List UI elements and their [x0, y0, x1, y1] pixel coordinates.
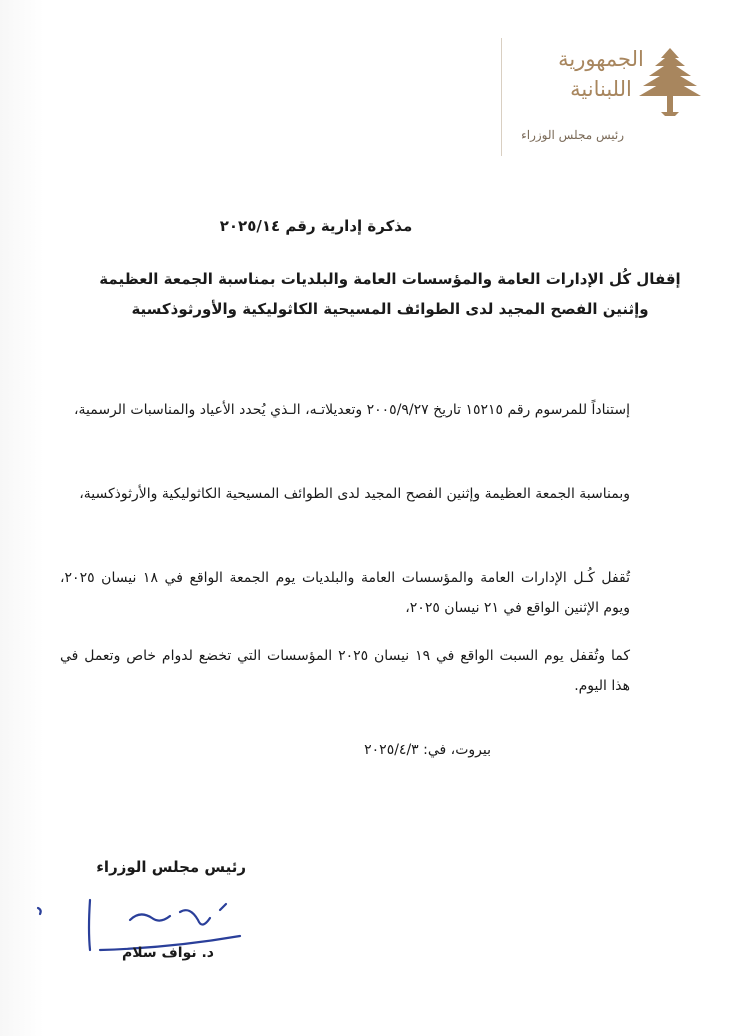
paragraph-1: إستناداً للمرسوم رقم ١٥٢١٥ تاريخ ٢٠٠٥/٩/٢٧ وتعديلاتـه، الـذي يُحدد الأعياد والمناسبات الرسمية،	[73, 402, 630, 418]
subject-line-2: وإثنين الفصح المجيد لدى الطوائف المسيحية الكاثوليكية والأورثوذكسية	[131, 300, 649, 318]
signatory-name: د. نواف سلام	[121, 945, 214, 961]
memo-title: مذكرة إدارية رقم ٢٠٢٥/١٤	[219, 217, 413, 235]
letterhead-office: رئيس مجلس الوزراء	[521, 128, 624, 142]
paragraph-3: تُقفل كُـل الإدارات العامة والمؤسسات العامة والبلديات يوم الجمعة الواقع في ١٨ نيسان ٢٠٢٥، ويوم الإثنين الواقع في ٢١ نيسان ٢٠٢٥،	[60, 570, 631, 616]
cedar-icon	[637, 46, 703, 118]
emblem-line-2: اللبنانية	[570, 77, 632, 101]
emblem-line-1: الجمهورية	[558, 47, 644, 71]
subject-line-1: إقفال كُل الإدارات العامة والمؤسسات العامة والبلديات بمناسبة الجمعة العظيمة	[99, 270, 681, 288]
date-line: بيروت، في: ٢٠٢٥/٤/٣	[364, 742, 491, 758]
paragraph-4: كما وتُقفل يوم السبت الواقع في ١٩ نيسان ٢٠٢٥ المؤسسات التي تخضع لدوام خاص وتعمل في هذا اليوم.	[60, 648, 630, 694]
signature-title: رئيس مجلس الوزراء	[96, 858, 246, 876]
letterhead-divider	[501, 38, 502, 156]
paragraph-2: وبمناسبة الجمعة العظيمة وإثنين الفصح المجيد لدى الطوائف المسيحية الكاثوليكية والأرثوذكسية،	[79, 486, 630, 502]
